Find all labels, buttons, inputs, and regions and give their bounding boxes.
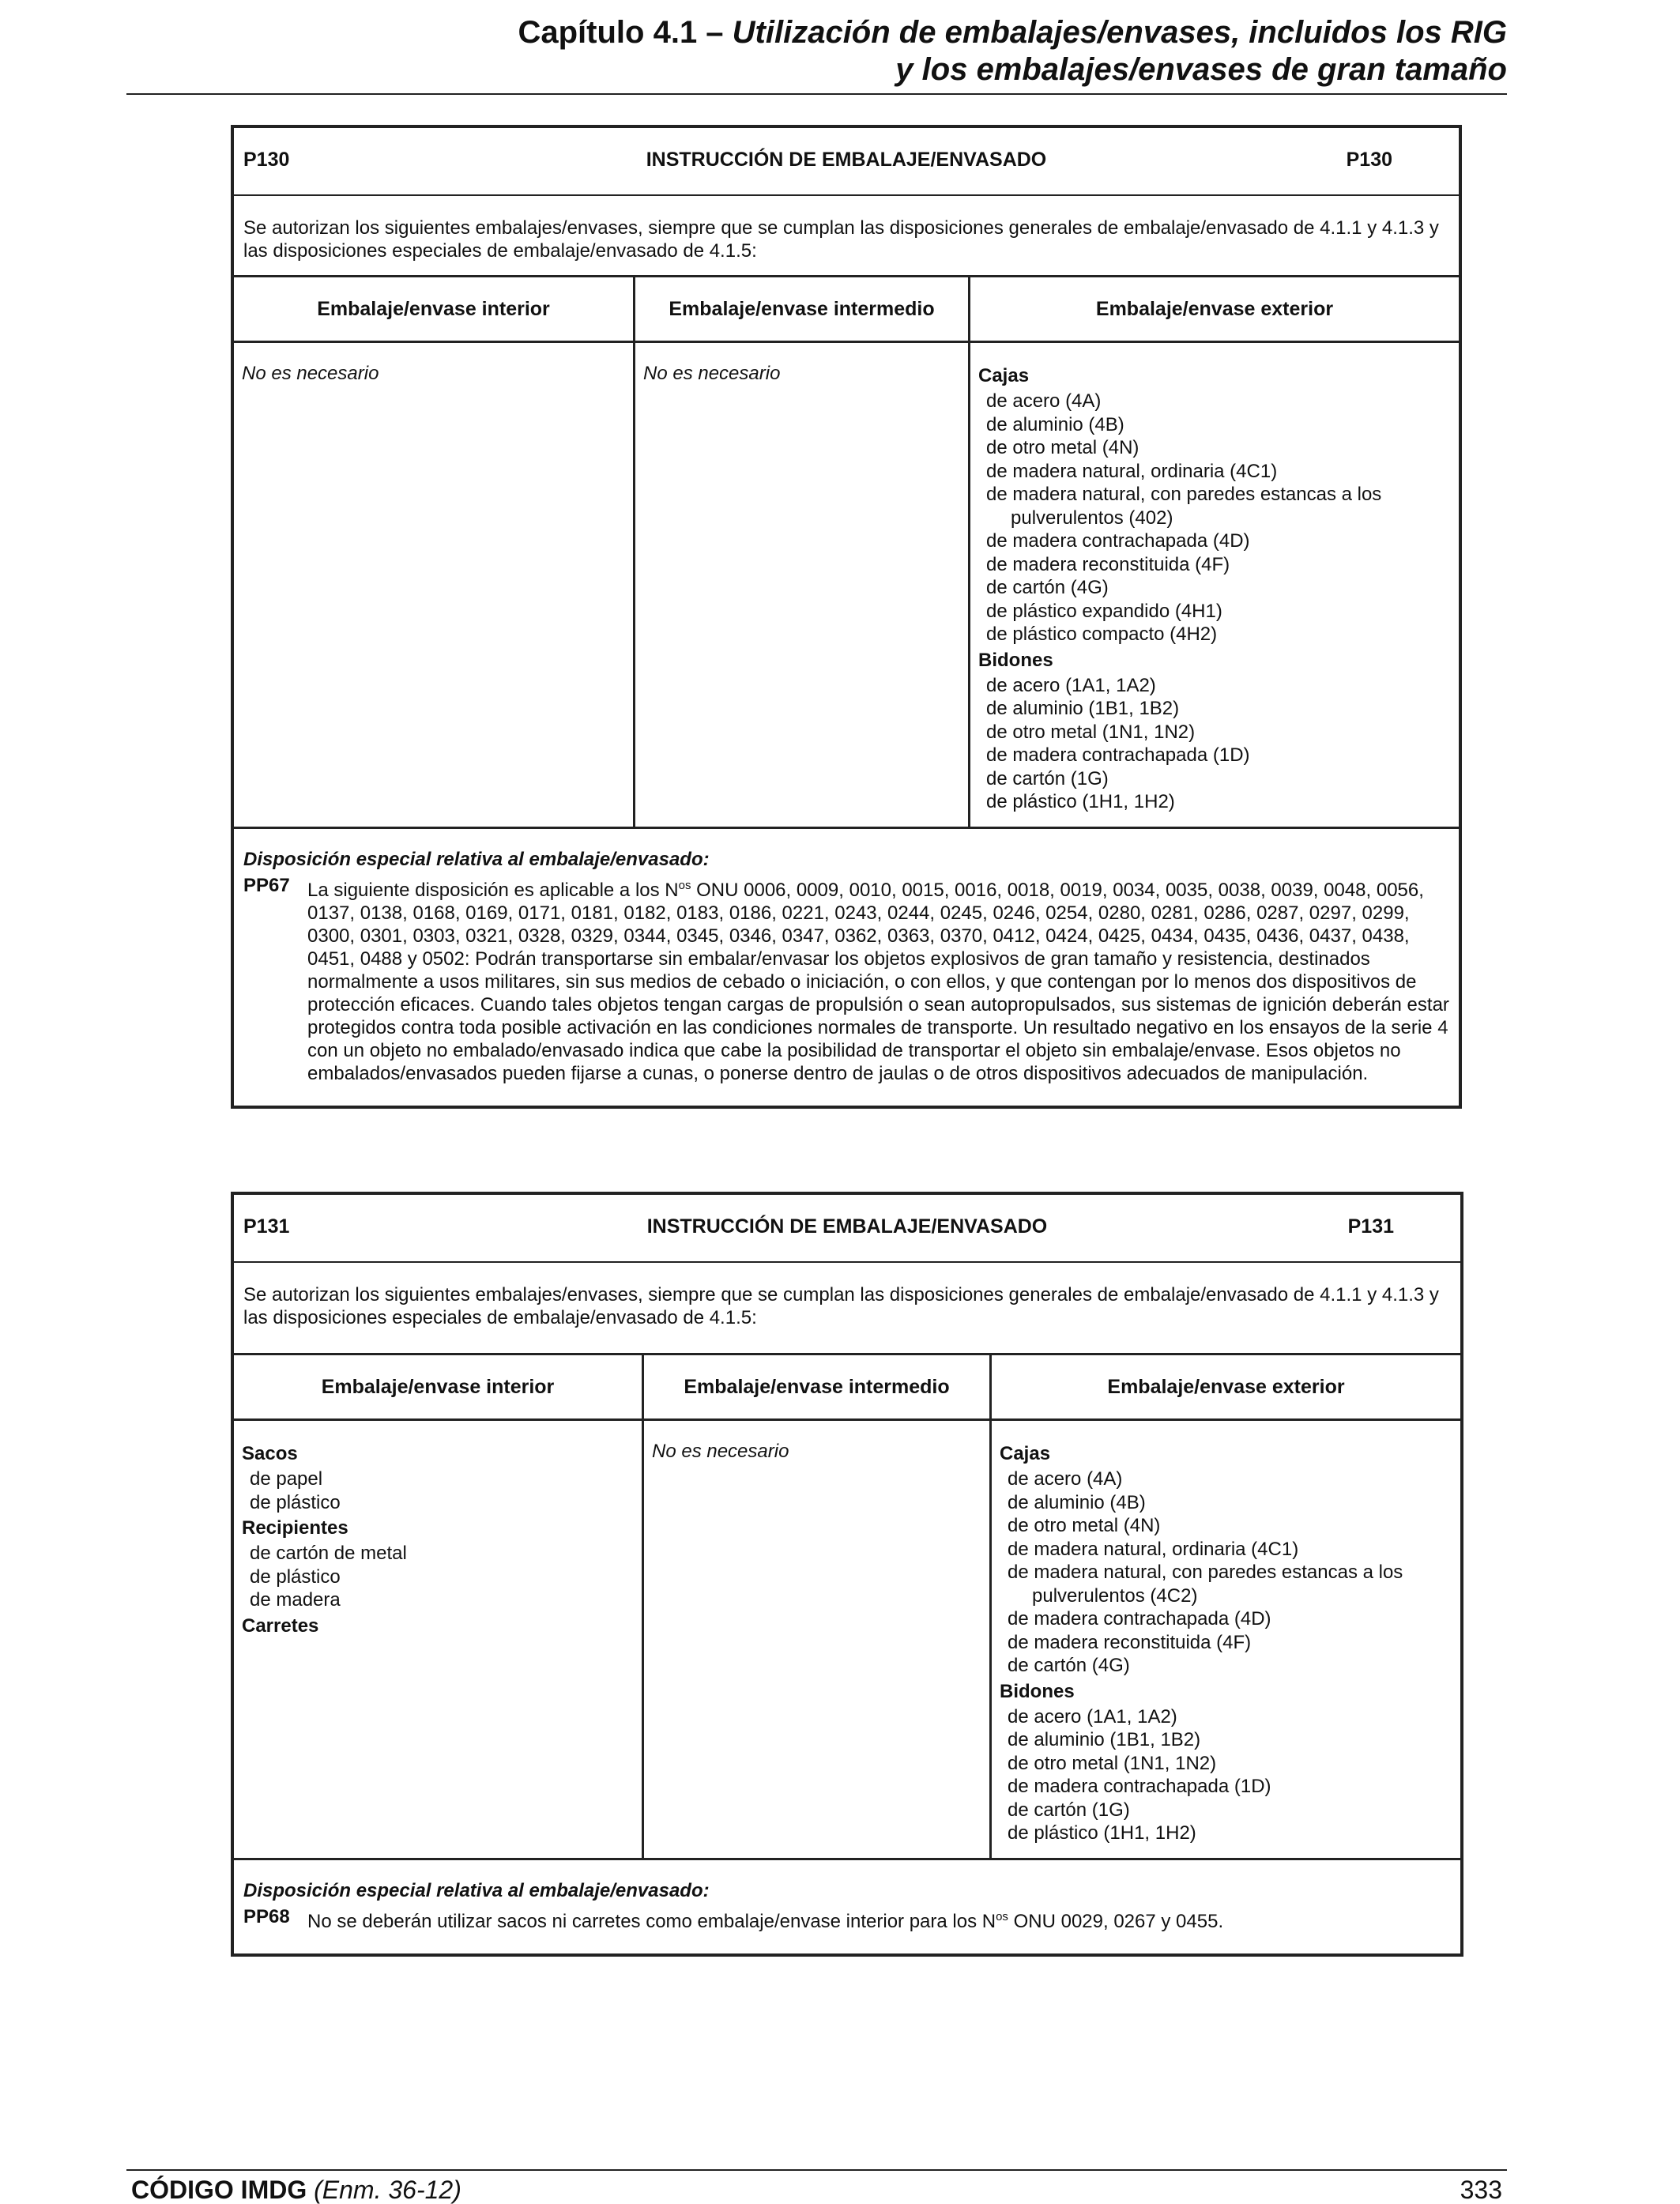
list-item: de madera reconstituida (4F) bbox=[1008, 1631, 1252, 1653]
special-provision-code: PP67 bbox=[243, 875, 290, 896]
list-item: de madera contrachapada (4D) bbox=[986, 530, 1250, 552]
group-drums: Bidones bbox=[1000, 1680, 1075, 1702]
chapter-title-text: Utilización de embalajes/envases, incluidos los RIG bbox=[732, 15, 1507, 50]
list-item: de madera reconstituida (4F) bbox=[986, 553, 1230, 575]
group-drums: Bidones bbox=[978, 649, 1053, 671]
list-item: de papel bbox=[250, 1468, 323, 1490]
special-provision-item bbox=[243, 1905, 1451, 1933]
list-item: de acero (4A) bbox=[1008, 1468, 1123, 1490]
list-item: de cartón (1G) bbox=[1008, 1799, 1130, 1821]
list-item: de acero (4A) bbox=[986, 390, 1102, 412]
list-item: de madera contrachapada (1D) bbox=[986, 744, 1250, 766]
instruction-p131 bbox=[231, 1192, 1463, 1957]
instruction-p130 bbox=[231, 125, 1462, 1109]
group-reels: Carretes bbox=[242, 1614, 319, 1637]
inner-packaging-column bbox=[234, 1355, 642, 1858]
special-provision bbox=[234, 829, 1459, 1106]
list-item: de plástico bbox=[250, 1565, 341, 1588]
instruction-header bbox=[234, 128, 1459, 196]
inner-value: No es necesario bbox=[242, 363, 379, 384]
list-item: de madera natural, con paredes estancas a los bbox=[1008, 1562, 1403, 1583]
inner-packaging-body bbox=[234, 1421, 642, 1652]
inner-packaging-column bbox=[234, 277, 633, 827]
page-footer bbox=[126, 2169, 1507, 2204]
list-item: de acero (1A1, 1A2) bbox=[986, 674, 1156, 696]
footer-publication: CÓDIGO IMDG (Enm. 36-12) bbox=[131, 2176, 461, 2204]
instruction-code-left: P130 bbox=[243, 149, 290, 171]
list-item: de plástico compacto (4H2) bbox=[986, 624, 1218, 645]
intermediate-packaging-body bbox=[644, 1421, 989, 1476]
inner-packaging-body bbox=[234, 343, 633, 827]
intermediate-packaging-body bbox=[635, 343, 968, 398]
group-boxes: Cajas bbox=[978, 365, 1030, 386]
intermediate-packaging-column bbox=[633, 277, 968, 827]
list-item: de otro metal (4N) bbox=[1008, 1515, 1161, 1536]
packaging-columns bbox=[234, 277, 1459, 829]
list-item: de cartón (4G) bbox=[986, 577, 1109, 598]
outer-packaging-column bbox=[968, 277, 1459, 827]
list-item: de aluminio (1B1, 1B2) bbox=[986, 698, 1180, 719]
list-item: de madera bbox=[250, 1589, 341, 1611]
list-item: de otro metal (1N1, 1N2) bbox=[986, 721, 1196, 743]
packaging-columns bbox=[234, 1355, 1460, 1860]
special-provision bbox=[234, 1860, 1460, 1953]
list-item: de aluminio (4B) bbox=[986, 413, 1124, 435]
list-item: de cartón (4G) bbox=[1008, 1655, 1130, 1676]
group-bags: Sacos bbox=[242, 1443, 298, 1464]
list-item: de madera contrachapada (4D) bbox=[1008, 1608, 1271, 1629]
column-header-outer: Embalaje/envase exterior bbox=[992, 1355, 1460, 1421]
chapter-title-line2: y los embalajes/envases de gran tamaño bbox=[895, 52, 1507, 87]
list-item: de madera natural, ordinaria (4C1) bbox=[1008, 1538, 1299, 1560]
instruction-intro: Se autorizan los siguientes embalajes/envases, siempre que se cumplan las disposiciones generales de embalaje/envasado de 4.1.1 y 4.1.3 y las disposiciones especiales de embalaje/envasado de 4.1.5: bbox=[234, 1263, 1460, 1355]
column-header-outer: Embalaje/envase exterior bbox=[970, 277, 1459, 343]
list-item-continuation: pulverulentos (402) bbox=[1011, 507, 1173, 529]
list-item: de aluminio (1B1, 1B2) bbox=[1008, 1729, 1201, 1750]
special-provision-text: La siguiente disposición es aplicable a los $N^{os}$ ONU 0006, 0009, 0010, 0015, 0016, 0018, 0019, 0034, 0035, 0038, 0039, 0048, 0056, 0137, 0138, 0168, 0169, 0171, 0181, 0182, 0183, 0186, 0221, 0243, 0244, 0245, 0246, 0254, 0280, 0281, 0286, 0287, 0297, 0299, 0300, 0301, 0303, 0321, 0328, 0329, 0344, 0345, 0346, 0347, 0362, 0363, 0370, 0412, 0424, 0425, 0434, 0435, 0436, 0437, 0438, 0451, 0488 y 0502: Podrán transportarse sin embalar/envasar los objetos explosivos de gran tamaño y resistencia, destinados normalmente a usos militares, sin sus medios de cebado o iniciación, o con ellos, y que contengan por lo menos dos dispositivos de protección eficaces. Cuando tales objetos tengan cargas de propulsión o sean autopropulsados, sus sistemas de ignición deberán estar protegidos contra toda posible activación en las condiciones normales de transporte. Un resultado negativo en los ensayos de la serie 4 con un objeto no embalado/envasado indica que cabe la posibilidad de transportar el objeto sin embalaje/envase. Esos objetos no embalados/envasados pueden fijarse a cunas, o ponerse dentro de jaulas o de otros dispositivos adecuados de manipulación. bbox=[307, 879, 1449, 1084]
special-provision-code: PP68 bbox=[243, 1905, 290, 1927]
list-item: de madera natural, con paredes estancas a los bbox=[986, 484, 1382, 505]
chapter-header bbox=[126, 14, 1507, 95]
intermediate-value: No es necesario bbox=[643, 363, 781, 384]
list-item: de plástico (1H1, 1H2) bbox=[1008, 1822, 1196, 1844]
list-item: de madera natural, ordinaria (4C1) bbox=[986, 460, 1278, 482]
list-item: de aluminio (4B) bbox=[1008, 1491, 1146, 1513]
intermediate-value: No es necesario bbox=[652, 1441, 789, 1462]
list-item: de acero (1A1, 1A2) bbox=[1008, 1705, 1177, 1727]
special-provision-title: Disposición especial relativa al embalaje/envasado: bbox=[243, 1879, 710, 1901]
instruction-header bbox=[234, 1195, 1460, 1263]
column-header-intermediate: Embalaje/envase intermedio bbox=[635, 277, 968, 343]
special-provision-item bbox=[243, 874, 1449, 1085]
list-item: de cartón de metal bbox=[250, 1543, 407, 1564]
list-item: de plástico expandido (4H1) bbox=[986, 600, 1222, 622]
instruction-code-left: P131 bbox=[243, 1215, 290, 1238]
list-item: de plástico (1H1, 1H2) bbox=[986, 791, 1175, 812]
list-item: de madera contrachapada (1D) bbox=[1008, 1776, 1271, 1797]
special-provision-text: No se deberán utilizar sacos ni carretes como embalaje/envase interior para los $N^{os}$ ONU 0029, 0267 y 0455. bbox=[307, 1909, 1224, 1932]
instruction-title: INSTRUCCIÓN DE EMBALAJE/ENVASADO bbox=[646, 149, 1047, 171]
instruction-code-right: P131 bbox=[1347, 1215, 1394, 1238]
page-number: 333 bbox=[1460, 2176, 1502, 2204]
list-item: de otro metal (1N1, 1N2) bbox=[1008, 1752, 1217, 1774]
outer-packaging-body bbox=[970, 343, 1459, 827]
list-item-continuation: pulverulentos (4C2) bbox=[1032, 1584, 1198, 1607]
instruction-code-right: P130 bbox=[1346, 149, 1392, 171]
outer-packaging-column bbox=[989, 1355, 1460, 1858]
instruction-intro: Se autorizan los siguientes embalajes/envases, siempre que se cumplan las disposiciones generales de embalaje/envasado de 4.1.1 y 4.1.3 y las disposiciones especiales de embalaje/envasado de 4.1.5: bbox=[234, 196, 1459, 277]
list-item: de plástico bbox=[250, 1491, 341, 1513]
group-boxes: Cajas bbox=[1000, 1443, 1051, 1464]
group-receptacles: Recipientes bbox=[242, 1517, 348, 1539]
footer-edition: (Enm. 36-12) bbox=[314, 2176, 461, 2204]
intermediate-packaging-column bbox=[642, 1355, 989, 1858]
special-provision-title: Disposición especial relativa al embalaje/envasado: bbox=[243, 849, 710, 870]
chapter-label: Capítulo 4.1 – bbox=[518, 15, 733, 50]
column-header-intermediate: Embalaje/envase intermedio bbox=[644, 1355, 989, 1421]
instruction-title: INSTRUCCIÓN DE EMBALAJE/ENVASADO bbox=[646, 1215, 1048, 1238]
outer-packaging-body bbox=[992, 1421, 1460, 1858]
list-item: de cartón (1G) bbox=[986, 767, 1109, 789]
list-item: de otro metal (4N) bbox=[986, 437, 1139, 458]
column-header-inner: Embalaje/envase interior bbox=[234, 277, 633, 343]
chapter-title-line1 bbox=[126, 14, 1507, 51]
column-header-inner: Embalaje/envase interior bbox=[234, 1355, 642, 1421]
